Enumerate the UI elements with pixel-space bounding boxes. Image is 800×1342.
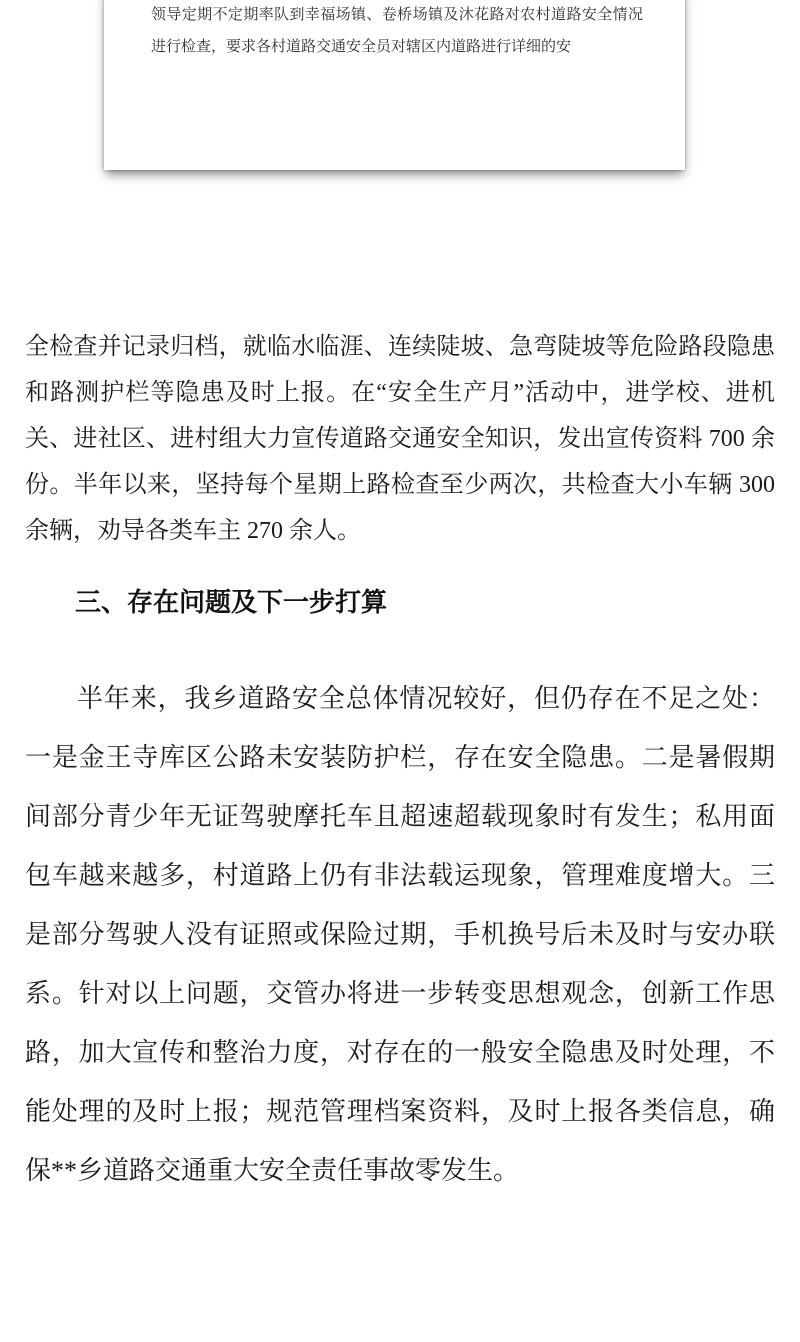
section-heading-problems-and-next-steps: 三、存在问题及下一步打算 xyxy=(75,587,388,617)
article-body xyxy=(25,324,775,1200)
paragraph-problems-and-plans: 半年来，我乡道路安全总体情况较好，但仍存在不足之处：一是金王寺库区公路未安装防护栏，存在安全隐患。二是暑假期间部分青少年无证驾驶摩托车且超速超载现象时有发生；私用面包车越来越多，村道路上仍有非法载运现象，管理难度增大。三是部分驾驶人没有证照或保险过期，手机换号后未及时与安办联系。针对以上问题，交管办将进一步转变思想观念，创新工作思路，加大宣传和整治力度，对存在的一般安全隐患及时处理，不能处理的及时上报；规范管理档案资料，及时上报各类信息，确保**乡道路交通重大安全责任事故零发生。 xyxy=(25,684,775,1185)
document-preview-text: 领导定期不定期率队到幸福场镇、卷桥场镇及沐花路对农村道路安全情况进行检查，要求各村道路交通安全员对辖区内道路进行详细的安 xyxy=(151,7,643,55)
paragraph-inspection-summary: 全检查并记录归档，就临水临涯、连续陡坡、急弯陡坡等危险路段隐患和路测护栏等隐患及时上报。在“安全生产月”活动中，进学校、进机关、进社区、进村组大力宣传道路交通安全知识，发出宣传资料 700 余份。半年以来，坚持每个星期上路检查至少两次，共检查大小车辆 300 余辆，劝导各类车主 270 余人。 xyxy=(25,334,775,544)
document-preview-card xyxy=(104,0,685,170)
